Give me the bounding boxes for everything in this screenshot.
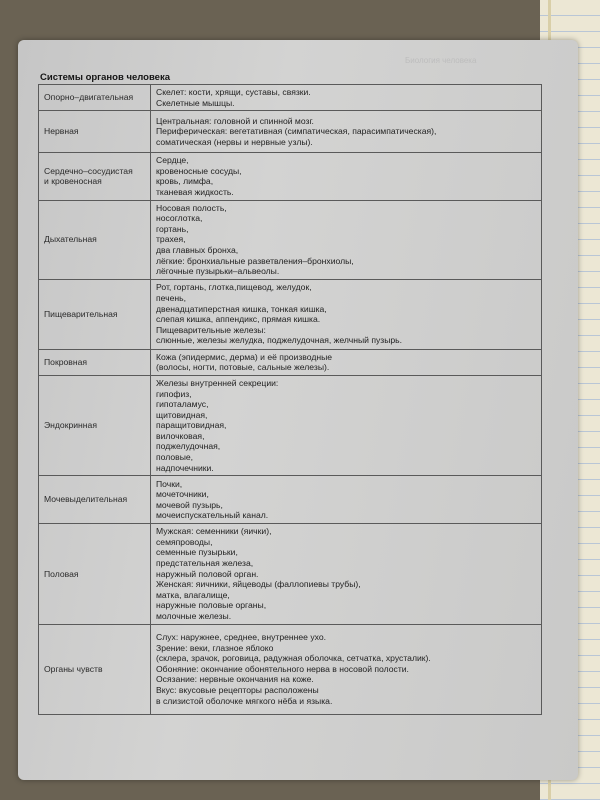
component-line: слепая кишка, аппендикс, прямая кишка. (156, 314, 321, 325)
component-line: Слух: наружнее, среднее, внутреннее ухо. (156, 632, 326, 643)
table-row (39, 349, 542, 375)
component-line: щитовидная, (156, 409, 208, 420)
component-line: матка, влагалище, (156, 589, 230, 600)
system-components (151, 111, 542, 153)
system-components (151, 200, 542, 279)
system-name-line: Мочевыделительная (44, 494, 128, 505)
component-line: носоглотка, (156, 213, 203, 224)
system-name (39, 375, 151, 475)
table-row (39, 279, 542, 349)
component-line: тканевая жидкость. (156, 186, 234, 197)
table-row (39, 153, 542, 200)
running-head: Биология человека (405, 56, 477, 65)
component-line: Вкус: вкусовые рецепторы расположены (156, 684, 319, 695)
component-line: Обоняние: окончание обонятельного нерва в носовой полости. (156, 663, 409, 674)
component-line: Периферическая: вегетативная (симпатическая, парасимпатическая), (156, 126, 437, 137)
table-body (39, 85, 542, 715)
system-components (151, 524, 542, 624)
organ-systems-table (38, 84, 542, 715)
component-line: вилочковая, (156, 430, 205, 441)
component-line: Центральная: головной и спинной мозг. (156, 115, 314, 126)
table-row (39, 524, 542, 624)
component-line: Рот, гортань, глотка,пищевод, желудок, (156, 282, 312, 293)
system-name-line: Сердечно–сосудистая (44, 165, 133, 176)
system-name-line: Нервная (44, 126, 79, 137)
system-components (151, 476, 542, 524)
component-line: Зрение: веки, глазное яблоко (156, 642, 274, 653)
component-line: кровь, лимфа, (156, 176, 214, 187)
system-name-line: Опорно–двигательная (44, 92, 134, 103)
system-name-line: Покровная (44, 357, 88, 368)
component-line: наружные половые органы, (156, 600, 267, 611)
component-line: Железы внутренней секреции: (156, 377, 279, 388)
system-name-line: Половая (44, 568, 79, 579)
system-name-line: Пищеварительная (44, 308, 118, 319)
system-components (151, 279, 542, 349)
component-line: два главных бронха, (156, 244, 239, 255)
component-line: Кожа (эпидермис, дерма) и её производные (156, 351, 333, 362)
component-line: (волосы, ногти, потовые, сальные железы). (156, 362, 330, 373)
component-line: молочные железы. (156, 611, 232, 621)
component-line: Почки, (156, 478, 183, 489)
component-line: гортань, (156, 223, 189, 234)
system-components (151, 349, 542, 375)
table-row (39, 375, 542, 475)
system-name (39, 279, 151, 349)
system-components (151, 153, 542, 200)
table-row (39, 200, 542, 279)
component-line: гипоталамус, (156, 399, 209, 410)
system-name-line: и кровеносная (44, 176, 102, 187)
system-name (39, 524, 151, 624)
system-name (39, 476, 151, 524)
system-name (39, 153, 151, 200)
component-line: трахея, (156, 234, 186, 245)
system-name-line: Эндокринная (44, 420, 97, 431)
system-name (39, 349, 151, 375)
component-line: предстательная железа, (156, 558, 254, 569)
page-title: Системы органов человека (40, 72, 170, 83)
system-name (39, 85, 151, 111)
component-line: соматическая (нервы и нервные узлы). (156, 136, 313, 147)
component-line: Сердце, (156, 155, 189, 166)
component-line: Пищеварительные железы: (156, 324, 266, 335)
component-line: печень, (156, 293, 187, 304)
component-line: лёгкие: бронхиальные разветвления–бронхиолы, (156, 255, 354, 266)
system-name-line: Дыхательная (44, 234, 97, 245)
system-components (151, 624, 542, 714)
table-row (39, 85, 542, 111)
component-line: семяпроводы, (156, 536, 213, 547)
table-row (39, 111, 542, 153)
component-line: гипофиз, (156, 388, 192, 399)
system-name (39, 111, 151, 153)
component-line: семенные пузырьки, (156, 547, 238, 558)
component-line: половые, (156, 452, 194, 463)
system-name (39, 200, 151, 279)
table-row (39, 624, 542, 714)
component-line: Мужская: семенники (яички), (156, 526, 272, 537)
component-line: наружный половой орган. (156, 568, 259, 579)
component-line: мочевой пузырь, (156, 499, 223, 510)
system-components (151, 375, 542, 475)
component-line: надпочечники. (156, 462, 214, 473)
table-row (39, 476, 542, 524)
component-line: в слизистой оболочке мягкого нёба и языка. (156, 695, 333, 706)
system-name-line: Органы чувств (44, 663, 103, 674)
system-name (39, 624, 151, 714)
component-line: паращитовидная, (156, 420, 227, 431)
component-line: слюнные, железы желудка, поджелудочная, желчный пузырь. (156, 335, 403, 346)
component-line: двенадцатиперстная кишка, тонкая кишка, (156, 303, 327, 314)
component-line: поджелудочная, (156, 441, 221, 452)
component-line: (склера, зрачок, роговица, радужная оболочка, сетчатка, хрусталик). (156, 653, 431, 664)
component-line: кровеносные сосуды, (156, 165, 242, 176)
component-line: лёгочные пузырьки–альвеолы. (156, 266, 280, 277)
component-line: Скелетные мышцы. (156, 97, 235, 108)
component-line: Скелет: кости, хрящи, суставы, связки. (156, 87, 311, 97)
system-components (151, 85, 542, 111)
component-line: мочеточники, (156, 489, 209, 500)
component-line: Носовая полость, (156, 202, 227, 213)
component-line: мочеиспускательный канал. (156, 510, 269, 521)
component-line: Женская: яичники, яйцеводы (фаллопиевы трубы), (156, 579, 361, 590)
component-line: Осязание: нервные окончания на коже. (156, 674, 314, 685)
